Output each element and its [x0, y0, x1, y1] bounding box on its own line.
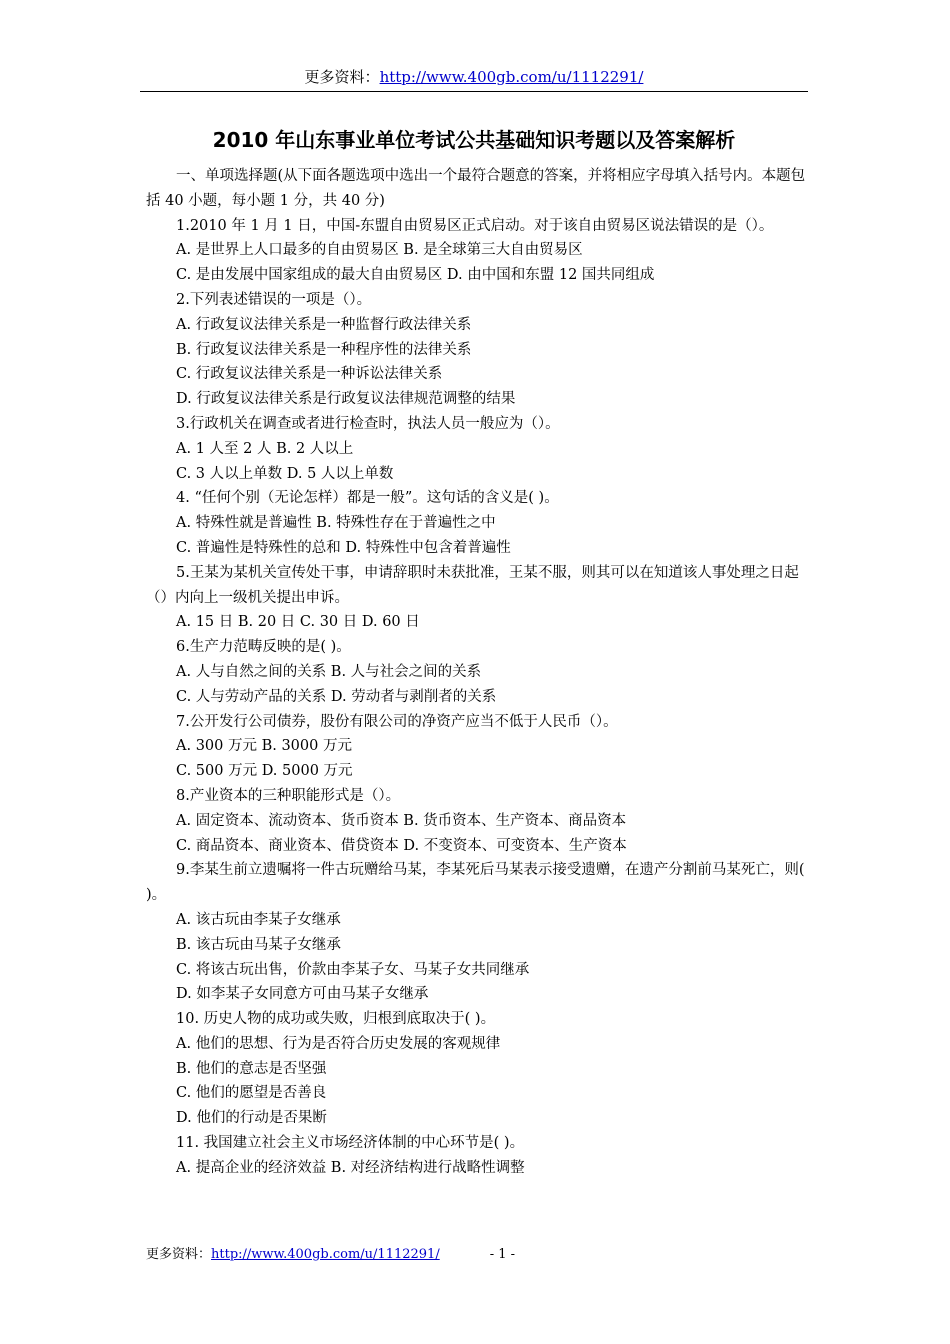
footer-prefix: 更多资料： [146, 1247, 212, 1262]
text-line: C. 普遍性是特殊性的总和 D. 特殊性中包含着普遍性 [176, 539, 511, 556]
text-line: 9.李某生前立遗嘱将一件古玩赠给马某，李某死后马某表示接受遗赠，在遗产分割前马某死亡，则( )。 [146, 862, 805, 904]
text-line: A. 固定资本、流动资本、货币资本 B. 货币资本、生产资本、商品资本 [176, 812, 627, 829]
text-line: 一、单项选择题(从下面各题选项中选出一个最符合题意的答案，并将相应字母填入括号内。本题包括 40 小题，每小题 1 分，共 40 分) [146, 168, 806, 209]
header-divider [140, 91, 808, 92]
document-title: 2010 年山东事业单位考试公共基础知识考题以及答案解析 [212, 128, 736, 152]
text-line: A. 300 万元 B. 3000 万元 [176, 738, 352, 755]
text-line: C. 3 人以上单数 D. 5 人以上单数 [176, 465, 394, 482]
page-number: - 1 - [489, 1247, 516, 1262]
text-line: 6.生产力范畴反映的是( )。 [176, 639, 351, 656]
text-line: A. 提高企业的经济效益 B. 对经济结构进行战略性调整 [176, 1159, 525, 1176]
text-line: A. 该古玩由李某子女继承 [176, 911, 341, 928]
text-line: 2.下列表述错误的一项是（）。 [176, 291, 372, 308]
text-line: C. 人与劳动产品的关系 D. 劳动者与剥削者的关系 [176, 688, 497, 705]
text-line: 3.行政机关在调查或者进行检查时，执法人员一般应为（）。 [176, 415, 560, 432]
text-line: B. 行政复议法律关系是一种程序性的法律关系 [176, 341, 472, 358]
page-header [140, 66, 808, 88]
text-line: C. 是由发展中国家组成的最大自由贸易区 D. 由中国和东盟 12 国共同组成 [176, 267, 655, 284]
text-line: C. 500 万元 D. 5000 万元 [176, 763, 353, 780]
text-line: 5.王某为某机关宣传处干事，申请辞职时未获批准，王某不服，则其可以在知道该人事处理之日起（）内向上一级机关提出申诉。 [146, 564, 799, 606]
text-line: C. 他们的愿望是否善良 [176, 1085, 327, 1102]
header-prefix: 更多资料： [304, 68, 380, 86]
text-line: A. 15 日 B. 20 日 C. 30 日 D. 60 日 [176, 614, 420, 631]
text-line: 4. “任何个别（无论怎样）都是一般”。这句话的含义是( )。 [176, 490, 559, 507]
text-line: D. 他们的行动是否果断 [176, 1110, 327, 1127]
text-line: 10. 历史人物的成功或失败，归根到底取决于( )。 [176, 1011, 496, 1028]
text-line: C. 行政复议法律关系是一种诉讼法律关系 [176, 366, 443, 383]
text-line: A. 特殊性就是普遍性 B. 特殊性存在于普遍性之中 [176, 515, 496, 532]
footer-link[interactable]: http://www.400gb.com/u/1112291/ [211, 1247, 440, 1262]
text-line: A. 行政复议法律关系是一种监督行政法律关系 [176, 316, 472, 333]
text-line: C. 商品资本、商业资本、借贷资本 D. 不变资本、可变资本、生产资本 [176, 837, 627, 854]
text-line: A. 他们的思想、行为是否符合历史发展的客观规律 [176, 1035, 501, 1052]
text-line: B. 该古玩由马某子女继承 [176, 936, 341, 953]
text-line: 8.产业资本的三种职能形式是（）。 [176, 787, 401, 804]
text-line: 1.2010 年 1 月 1 日，中国-东盟自由贸易区正式启动。对于该自由贸易区说法错误的是（）。 [176, 217, 774, 234]
page-footer [146, 1245, 515, 1265]
text-line: D. 如李某子女同意方可由马某子女继承 [176, 986, 429, 1003]
text-line: C. 将该古玩出售，价款由李某子女、马某子女共同继承 [176, 961, 530, 978]
header-link[interactable]: http://www.400gb.com/u/1112291/ [379, 68, 644, 86]
text-line: A. 是世界上人口最多的自由贸易区 B. 是全球第三大自由贸易区 [176, 242, 583, 259]
text-line: 11. 我国建立社会主义市场经济体制的中心环节是( )。 [176, 1135, 525, 1152]
text-line: A. 1 人至 2 人 B. 2 人以上 [176, 440, 354, 457]
text-line: 7.公开发行公司债券，股份有限公司的净资产应当不低于人民币（）。 [176, 713, 618, 730]
document-body [146, 164, 810, 1181]
text-line: D. 行政复议法律关系是行政复议法律规范调整的结果 [176, 391, 516, 408]
text-line: A. 人与自然之间的关系 B. 人与社会之间的关系 [176, 663, 482, 680]
text-line: B. 他们的意志是否坚强 [176, 1060, 327, 1077]
